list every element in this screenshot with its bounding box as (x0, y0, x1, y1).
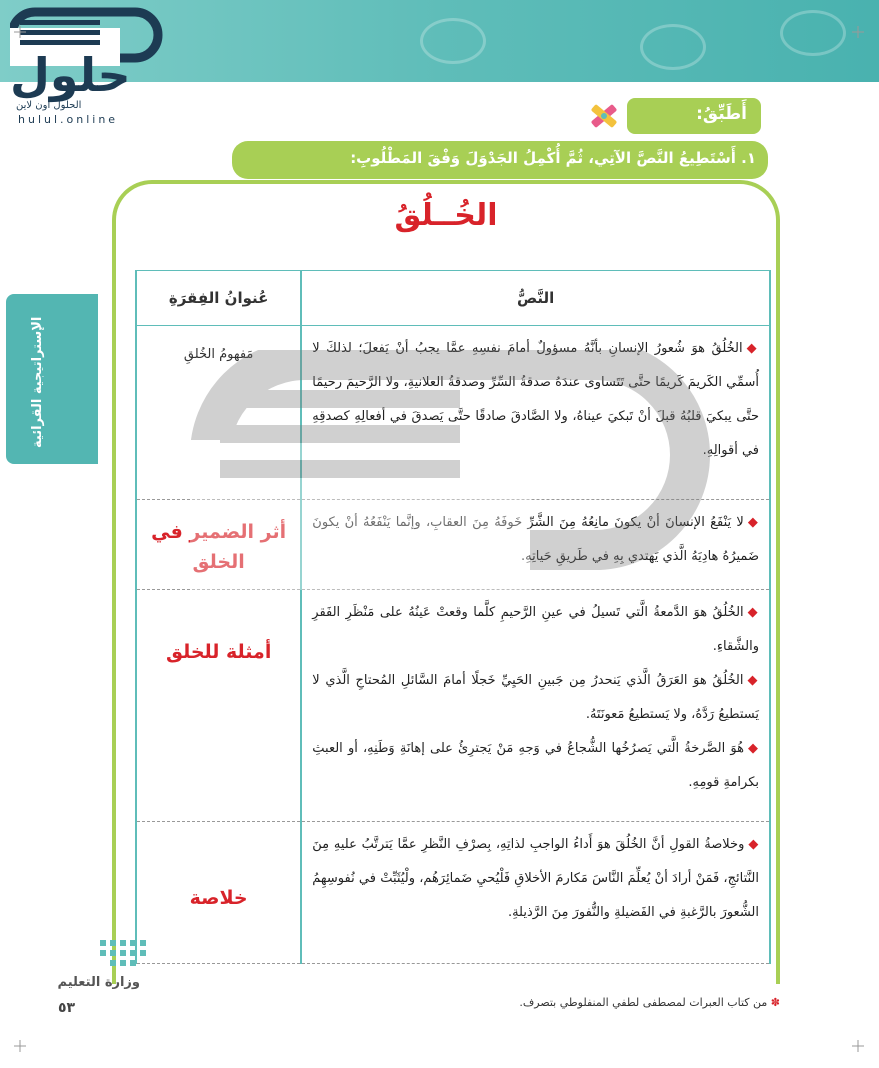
paragraph (312, 732, 759, 800)
pencil-ruler-icon (586, 98, 622, 134)
apply-label: أَطَبِّقُ: (696, 104, 747, 124)
title-value: مَفهومُ الخُلقِ (183, 347, 254, 362)
title-cell[interactable] (136, 590, 301, 822)
page-title: الخُــلُقُ (394, 198, 498, 233)
title-cell[interactable] (136, 326, 301, 500)
source-note (390, 996, 780, 1009)
diamond-bullet-icon: ◆ (748, 837, 759, 852)
paragraph (312, 506, 759, 574)
table-header-row (136, 271, 770, 326)
question-text: ١. أَسْتَطِيعُ النَّصَّ الآتِي، ثُمَّ أُكْمِلُ الجَدْوَلَ وَفْقَ المَطْلُوبِ: (350, 149, 756, 167)
banner-decoration (780, 10, 846, 56)
paragraph-text: الخُلُقُ هوَ شُعورُ الإنسانِ بأنَّهُ مسؤولٌ أمامَ نفسِهِ عمَّا يجبُ أنْ يَفعلَ؛ لذلكَ لا أُسمِّي الكَريمَ كَريمًا حتَّى تَتَساوى عندَهُ صدقةُ السِّرِّ وصدقةُ العلانيةِ، ولا الرَّحيمَ رحيمًا حتَّى يبكيَ قلبُهُ قبلَ أنْ تَبكيَ عيناهُ، ولا الصَّادقَ صادقًا حتَّى يَصدقَ في أفعالِهِ كصدقِهِ في أقوالِهِ. (312, 341, 759, 458)
diamond-bullet-icon: ◆ (747, 673, 760, 688)
paragraph-text: لا يَنْفَعُ الإنسانَ أنْ يكونَ مانِعُهُ مِنَ الشَّرِّ خَوفَهُ مِنَ العقابِ، وإنَّما يَنْفَعُهُ أنْ يكونَ ضَميرُهُ هادِيَهُ الَّذي يَهتدي بِهِ في طَريقِ حَياتِهِ. (312, 515, 759, 564)
crop-mark-icon (852, 1040, 864, 1052)
diamond-bullet-icon: ◆ (747, 515, 759, 530)
logo-url: hulul.online (18, 113, 119, 126)
diamond-bullet-icon: ◆ (747, 741, 759, 756)
title-value: خلاصة (189, 887, 248, 909)
apply-header (627, 98, 761, 134)
table-row (136, 500, 770, 590)
paragraph (312, 596, 759, 664)
paragraph (312, 664, 759, 732)
question-bar (232, 141, 768, 179)
paragraph-text: الخُلُقُ هوَ العَرَقُ الَّذي يَنحدرُ مِن جَبينِ الحَيِيِّ خَجلًا أمامَ السَّائلِ المُحتاجِ الَّذي لا يَستطيعُ رَدَّهُ، ولا يَستطيعُ مَعونَتَهُ. (312, 673, 759, 722)
source-note-text: من كتاب العبرات لمصطفى لطفي المنفلوطي بتصرف. (519, 996, 768, 1009)
paragraph-text: وخلاصةُ القولِ أنَّ الخُلُقَ هوَ أَداءُ الواجبِ لذاتِهِ، بِصرْفِ النَّظرِ عمَّا يَترتَّبُ عليهِ مِنَ النَّتائجِ، فَمَنْ أرادَ أنْ يُعلِّمَ النَّاسَ مَكارمَ الأخلاقِ فَلْيُحيِ ضَمائِرَهُم، ولْيُثَبِّتْ في نُفوسِهِمُ الشُّعورَ بالرَّغبةِ في الفَضيلةِ والنُّفورَ مِنَ الرَّذيلةِ. (312, 837, 759, 920)
side-tab-label: الإستراتيجية القرائية (30, 316, 45, 448)
diamond-bullet-icon: ◆ (747, 605, 759, 620)
crop-mark-icon (852, 26, 864, 38)
logo-subtitle: الحلول اون لاين (16, 100, 82, 111)
banner-decoration (420, 18, 486, 64)
text-cell (301, 822, 770, 964)
paragraph-text: هُوَ الصَّرخةُ الَّتي يَصرُخُها الشُّجاعُ في وَجهِ مَنْ يَجترِئُ على إهانَةِ وَطَنِهِ، أو العبثِ بكرامةِ قومِهِ. (312, 741, 759, 790)
table-row (136, 326, 770, 500)
banner-decoration (640, 24, 706, 70)
crop-mark-icon (14, 26, 26, 38)
table-row (136, 822, 770, 964)
title-value: أمثلة للخلق (165, 641, 272, 663)
text-table (135, 270, 771, 964)
title-value: أثر الضمير في الخلق (151, 521, 287, 573)
star-icon: ✽ (770, 996, 780, 1009)
paragraph-text: الخُلُقُ هوَ الدَّمعةُ الَّتي تَسيلُ في عينِ الرَّحيمِ كلَّما وقعتْ عَينُهُ على مَنْظَرِ الفَقرِ والشَّقاءِ. (312, 605, 759, 654)
crop-mark-icon (14, 1040, 26, 1052)
ministry-label: وزارة التعليم (57, 975, 140, 990)
header-text: النَّصُّ (301, 271, 770, 326)
ministry-logo-icon (98, 938, 154, 972)
paragraph (312, 828, 759, 930)
diamond-bullet-icon: ◆ (746, 341, 760, 356)
text-cell (301, 590, 770, 822)
title-cell[interactable] (136, 822, 301, 964)
text-cell (301, 500, 770, 590)
title-cell[interactable] (136, 500, 301, 590)
header-title: عُنوانُ الفِقرَةِ (136, 271, 301, 326)
paragraph (312, 332, 759, 468)
logo-text: حلول (10, 48, 131, 102)
text-cell (301, 326, 770, 500)
page-number: ٥٣ (58, 1000, 76, 1016)
table-row (136, 590, 770, 822)
